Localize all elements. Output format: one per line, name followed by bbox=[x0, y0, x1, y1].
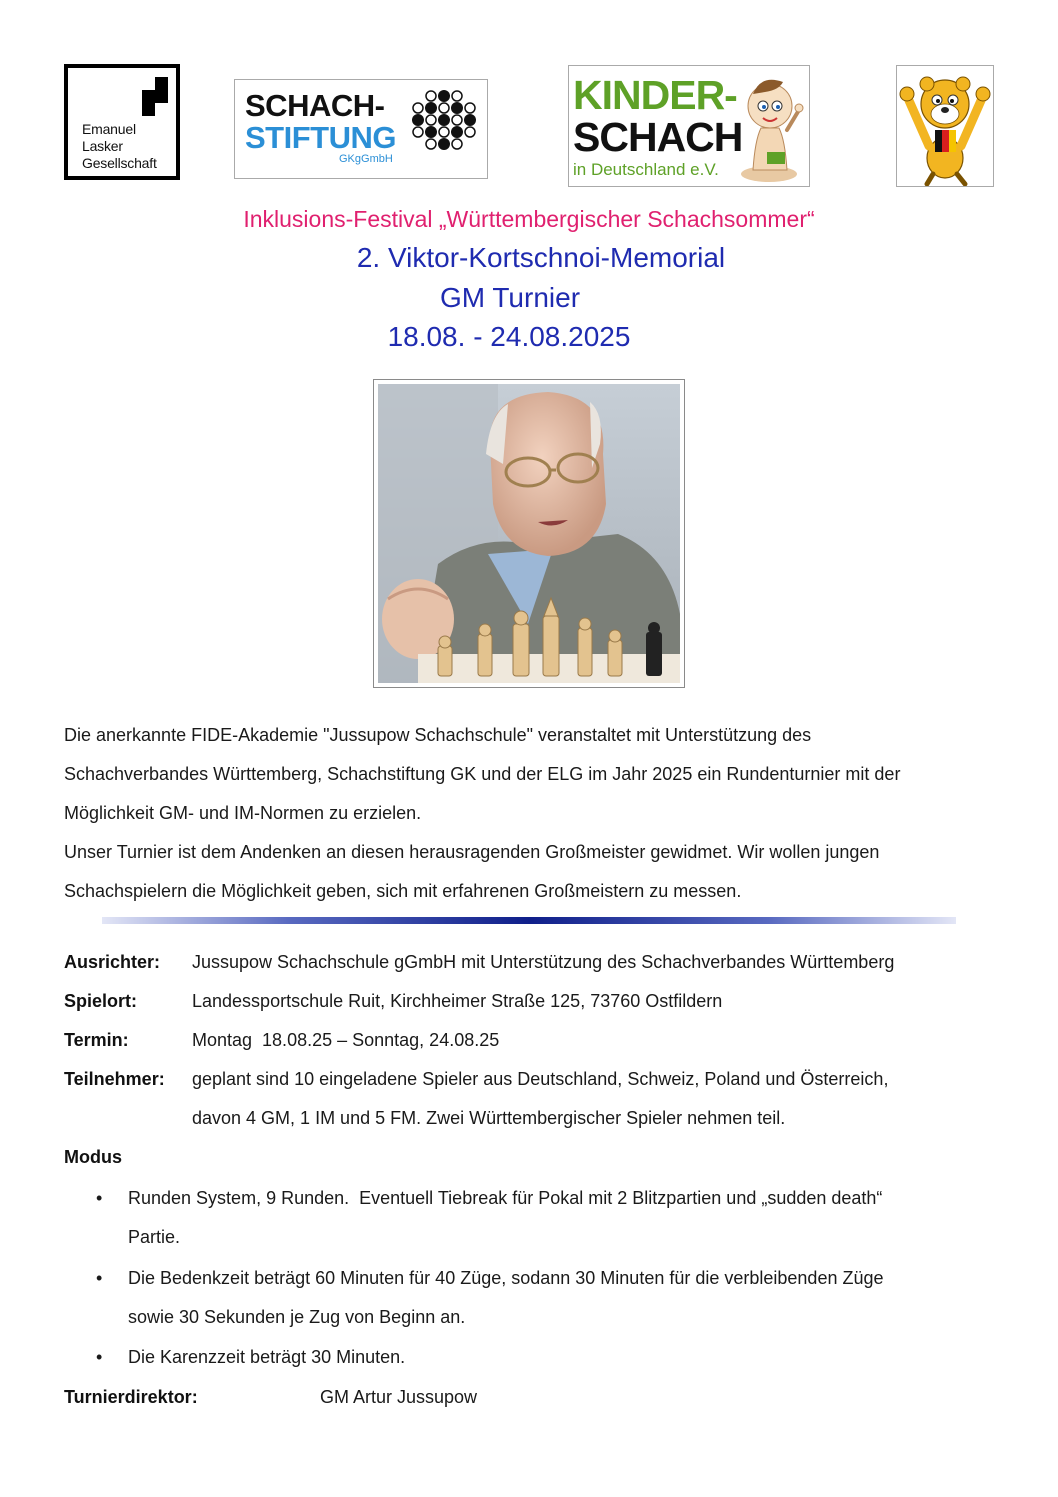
pawn-mascot-icon bbox=[739, 70, 805, 184]
bullet-icon: • bbox=[96, 1268, 103, 1288]
intro-line: Schachspielern die Möglichkeit geben, sich mit erfahrenen Großmeistern zu messen. bbox=[64, 881, 742, 901]
kinderschach-line2: SCHACH bbox=[573, 114, 743, 160]
portrait-illustration bbox=[378, 384, 680, 683]
modus-heading: Modus bbox=[64, 1147, 122, 1167]
schachstiftung-logo bbox=[234, 79, 488, 179]
teilnehmer-value: geplant sind 10 eingeladene Spieler aus Deutschland, Schweiz, Poland und Österreich, bbox=[192, 1069, 889, 1089]
bullet-icon: • bbox=[96, 1188, 103, 1208]
intro-line: Schachverbandes Württemberg, Schachstiftung GK und der ELG im Jahr 2025 ein Rundenturnier mit der bbox=[64, 764, 901, 784]
modus-item: Die Bedenkzeit beträgt 60 Minuten für 40 Züge, sodann 30 Minuten für die verbleibenden Züge bbox=[128, 1268, 884, 1288]
kinderschach-logo bbox=[568, 65, 810, 187]
schachstiftung-line2: STIFTUNG bbox=[245, 120, 396, 155]
spielort-label: Spielort: bbox=[64, 991, 138, 1011]
ausrichter-value: Jussupow Schachschule gGmbH mit Unterstützung des Schachverbandes Württemberg bbox=[192, 952, 895, 972]
modus-item: Runden System, 9 Runden. Eventuell Tiebreak für Pokal mit 2 Blitzpartien und „sudden death“ bbox=[128, 1188, 883, 1208]
termin-label: Termin: bbox=[64, 1030, 129, 1050]
bullet-icon: • bbox=[96, 1347, 103, 1367]
intro-line: Möglichkeit GM- und IM-Normen zu erzielen. bbox=[64, 803, 422, 823]
chessboard-diamond-icon bbox=[409, 90, 479, 156]
teilnehmer-label: Teilnehmer: bbox=[64, 1069, 165, 1089]
kortschnoi-photo bbox=[373, 379, 685, 688]
intro-line: Die anerkannte FIDE-Akademie "Jussupow Schachschule" veranstaltet mit Unterstützung des bbox=[64, 725, 812, 745]
elg-logo bbox=[64, 64, 180, 180]
tiger-mascot-icon bbox=[897, 66, 993, 186]
modus-item: Die Karenzzeit beträgt 30 Minuten. bbox=[128, 1347, 406, 1367]
director-label: Turnierdirektor: bbox=[64, 1387, 198, 1407]
memorial-title: 2. Viktor-Kortschnoi-Memorial bbox=[356, 242, 726, 273]
termin-value: Montag 18.08.25 – Sonntag, 24.08.25 bbox=[192, 1030, 500, 1050]
spielort-value: Landessportschule Ruit, Kirchheimer Straße 125, 73760 Ostfildern bbox=[192, 991, 723, 1011]
kinderschach-line3: in Deutschland e.V. bbox=[573, 160, 719, 179]
kinderschach-line1: KINDER- bbox=[573, 72, 737, 118]
modus-item-cont: Partie. bbox=[128, 1227, 181, 1247]
logo-square bbox=[142, 90, 155, 103]
modus-item-cont: sowie 30 Sekunden je Zug von Beginn an. bbox=[128, 1307, 466, 1327]
schachstiftung-line1: SCHACH- bbox=[245, 88, 385, 123]
schachstiftung-line3: GKgGmbH bbox=[339, 153, 393, 165]
logo-square bbox=[155, 90, 168, 103]
section-divider bbox=[102, 917, 956, 924]
director-value: GM Artur Jussupow bbox=[320, 1387, 478, 1407]
tournament-title: GM Turnier bbox=[439, 282, 581, 313]
tiger-mascot-logo bbox=[896, 65, 994, 187]
logo-square bbox=[142, 103, 155, 116]
ausrichter-label: Ausrichter: bbox=[64, 952, 161, 972]
logo-square bbox=[155, 77, 168, 90]
teilnehmer-value-cont: davon 4 GM, 1 IM und 5 FM. Zwei Württembergischer Spieler nehmen teil. bbox=[192, 1108, 786, 1128]
elg-logo-text: Emanuel Lasker Gesellschaft bbox=[82, 121, 157, 171]
intro-line: Unser Turnier ist dem Andenken an diesen herausragenden Großmeister gewidmet. Wir wollen jungen bbox=[64, 842, 880, 862]
festival-title: Inklusions-Festival „Württembergischer Schachsommer“ bbox=[243, 206, 815, 232]
tournament-dates: 18.08. - 24.08.2025 bbox=[387, 321, 631, 352]
